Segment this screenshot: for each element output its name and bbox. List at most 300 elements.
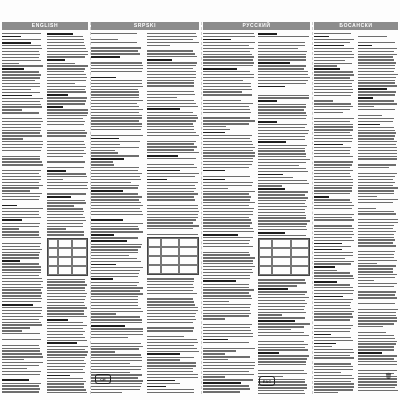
- text-line: [147, 222, 193, 223]
- text-line: [47, 48, 87, 49]
- text-line: [2, 68, 24, 70]
- text-line: [47, 193, 87, 194]
- text-line: [314, 243, 342, 245]
- text-line: [2, 266, 41, 267]
- text-line: [147, 155, 179, 157]
- text-line: [358, 150, 398, 151]
- text-line: [91, 138, 119, 140]
- text-line: [147, 225, 199, 226]
- text-line: [47, 91, 86, 92]
- text-line: [2, 33, 41, 34]
- text-line: [258, 235, 306, 236]
- text-line: [314, 83, 352, 84]
- text-column: [358, 33, 399, 394]
- text-line: [314, 124, 353, 125]
- text-line: [358, 74, 398, 75]
- text-line: [147, 357, 195, 358]
- text-line: [314, 196, 329, 198]
- text-line: [258, 370, 304, 371]
- text-line: [47, 74, 87, 75]
- text-line: [91, 299, 138, 300]
- text-line: [2, 199, 39, 200]
- text-line: [47, 138, 89, 139]
- text-line: [203, 272, 253, 273]
- text-line: [314, 199, 350, 200]
- text-line: [47, 226, 84, 227]
- text-line: [358, 42, 396, 43]
- text-line: [2, 322, 41, 323]
- text-line: [91, 214, 143, 215]
- text-line: [47, 33, 74, 35]
- table-cell: [161, 247, 180, 256]
- text-line: [2, 36, 21, 38]
- text-line: [47, 196, 72, 198]
- text-line: [2, 385, 39, 386]
- text-line: [91, 109, 143, 110]
- text-line: [47, 150, 85, 151]
- text-line: [91, 123, 142, 124]
- text-line: [258, 97, 309, 98]
- text-column: [2, 33, 44, 394]
- text-line: [358, 62, 397, 63]
- text-line: [314, 219, 354, 220]
- text-line: [47, 59, 65, 61]
- text-line: [147, 377, 198, 378]
- text-line: [358, 130, 395, 131]
- text-line: [203, 94, 252, 95]
- text-line: [2, 156, 40, 157]
- text-line: [203, 275, 250, 276]
- text-line: [2, 249, 42, 250]
- text-line: [147, 278, 194, 279]
- text-line: [314, 392, 338, 393]
- text-line: [258, 300, 305, 301]
- text-line: [358, 294, 395, 295]
- text-line: [258, 197, 308, 198]
- text-line: [203, 144, 253, 145]
- text-line: [91, 39, 118, 40]
- text-line: [91, 71, 142, 72]
- section-body: [203, 33, 310, 394]
- text-line: [314, 275, 353, 276]
- text-line: [314, 95, 351, 96]
- text-line: [314, 33, 351, 34]
- text-line: [2, 368, 27, 369]
- text-line: [2, 141, 43, 142]
- text-line: [147, 219, 196, 220]
- text-line: [258, 309, 304, 310]
- text-line: [2, 292, 42, 293]
- text-line: [314, 337, 351, 338]
- text-line: [314, 89, 353, 90]
- text-line: [203, 330, 251, 331]
- text-line: [2, 83, 40, 84]
- text-line: [47, 153, 87, 154]
- text-line: [203, 292, 249, 293]
- text-line: [203, 205, 249, 206]
- text-line: [258, 80, 308, 81]
- text-line: [358, 234, 394, 235]
- text-line: [258, 183, 309, 184]
- text-line: [203, 91, 242, 92]
- text-line: [91, 226, 138, 227]
- text-line: [91, 282, 139, 283]
- text-line: [147, 389, 195, 390]
- table-cell: [72, 266, 87, 275]
- text-line: [358, 82, 395, 83]
- text-line: [314, 141, 352, 142]
- text-line: [358, 315, 396, 316]
- text-line: [2, 54, 40, 55]
- text-line: [258, 288, 288, 290]
- text-line: [2, 95, 32, 97]
- text-line: [314, 231, 353, 232]
- text-line: [47, 63, 76, 64]
- text-line: [147, 146, 197, 147]
- text-line: [2, 319, 39, 320]
- text-line: [91, 328, 143, 329]
- text-line: [47, 325, 87, 326]
- text-line: [258, 338, 310, 339]
- text-line: [258, 148, 305, 149]
- text-line: [147, 185, 196, 186]
- text-line: [358, 161, 399, 162]
- text-line: [358, 352, 382, 354]
- text-line: [358, 225, 395, 226]
- text-line: [47, 191, 89, 192]
- text-line: [314, 129, 353, 130]
- text-line: [314, 331, 350, 332]
- text-line: [91, 202, 141, 203]
- text-line: [314, 372, 341, 373]
- text-line: [47, 158, 89, 159]
- text-line: [314, 349, 353, 350]
- text-line: [358, 329, 399, 330]
- text-line: [147, 56, 198, 57]
- text-line: [2, 170, 41, 171]
- text-line: [203, 301, 229, 302]
- section-russian: [203, 22, 310, 394]
- text-line: [91, 293, 143, 294]
- text-line: [258, 62, 290, 64]
- text-line: [91, 193, 138, 194]
- text-line: [258, 335, 309, 336]
- text-line: [258, 226, 306, 227]
- text-line: [91, 319, 142, 320]
- text-line: [203, 345, 255, 346]
- text-line: [47, 97, 87, 98]
- text-line: [314, 176, 351, 177]
- text-line: [147, 313, 197, 314]
- text-line: [203, 123, 249, 124]
- text-line: [147, 80, 195, 81]
- spec-table: [47, 238, 89, 276]
- text-line: [358, 68, 396, 69]
- text-line: [147, 211, 199, 212]
- text-line: [2, 158, 40, 159]
- text-line: [91, 158, 124, 160]
- text-line: [358, 346, 394, 347]
- text-line: [258, 141, 286, 143]
- text-line: [2, 190, 30, 191]
- text-line: [358, 112, 399, 113]
- text-line: [358, 54, 397, 55]
- text-line: [91, 267, 143, 268]
- text-line: [91, 217, 144, 218]
- text-line: [258, 150, 305, 151]
- text-line: [91, 372, 130, 373]
- text-line: [314, 369, 353, 370]
- text-line: [91, 97, 139, 98]
- text-line: [203, 280, 236, 282]
- text-line: [358, 158, 397, 159]
- text-line: [203, 246, 253, 247]
- text-line: [314, 290, 354, 291]
- text-line: [358, 100, 395, 101]
- text-line: [203, 278, 250, 279]
- text-line: [203, 237, 253, 238]
- text-line: [147, 348, 198, 349]
- text-line: [203, 388, 250, 389]
- text-line: [91, 86, 143, 87]
- text-line: [147, 170, 181, 172]
- text-line: [314, 173, 350, 174]
- text-line: [2, 240, 44, 241]
- text-line: [258, 104, 306, 105]
- text-line: [203, 231, 254, 232]
- text-line: [258, 352, 279, 354]
- text-line: [2, 359, 24, 360]
- text-line: [258, 323, 310, 324]
- text-line: [314, 211, 355, 212]
- text-line: [203, 33, 254, 34]
- text-line: [2, 362, 43, 363]
- text-line: [91, 290, 140, 291]
- text-line: [358, 127, 394, 128]
- text-line: [91, 45, 144, 46]
- text-line: [203, 103, 253, 104]
- text-line: [91, 170, 138, 171]
- section-body: [2, 33, 88, 394]
- text-line: [358, 39, 399, 40]
- text-line: [258, 118, 306, 119]
- table-cell: [179, 265, 198, 274]
- text-line: [91, 196, 142, 197]
- text-line: [2, 196, 40, 197]
- text-line: [358, 254, 395, 255]
- text-line: [47, 164, 89, 165]
- text-line: [314, 355, 350, 356]
- text-line: [203, 173, 255, 174]
- text-line: [358, 260, 398, 261]
- text-line: [358, 176, 396, 177]
- eac-mark: EAC: [259, 376, 275, 386]
- text-line: [314, 167, 350, 168]
- text-line: [91, 33, 137, 34]
- text-line: [91, 182, 131, 183]
- text-line: [147, 36, 198, 37]
- text-line: [91, 264, 116, 266]
- text-line: [258, 229, 307, 230]
- text-line: [47, 147, 86, 148]
- text-line: [358, 309, 398, 310]
- text-column: [91, 33, 144, 394]
- text-line: [314, 270, 337, 271]
- text-line: [91, 53, 140, 54]
- text-line: [203, 83, 251, 84]
- text-line: [47, 42, 85, 43]
- text-line: [314, 132, 350, 133]
- text-column: [314, 33, 355, 394]
- text-line: [147, 120, 196, 121]
- text-line: [203, 36, 255, 37]
- text-line: [91, 135, 143, 136]
- text-line: [203, 313, 251, 314]
- text-column: [203, 33, 255, 394]
- text-line: [258, 124, 307, 125]
- text-line: [47, 375, 70, 377]
- text-line: [2, 313, 41, 314]
- text-line: [258, 220, 310, 221]
- text-line: [47, 51, 88, 52]
- text-line: [314, 386, 354, 387]
- text-line: [258, 100, 277, 102]
- text-line: [203, 214, 253, 215]
- text-line: [358, 213, 397, 214]
- text-line: [47, 223, 84, 224]
- text-line: [47, 386, 85, 387]
- text-line: [358, 271, 394, 272]
- text-line: [258, 136, 305, 137]
- text-line: [2, 92, 40, 93]
- table-cell: [58, 257, 73, 266]
- text-line: [2, 167, 44, 168]
- text-line: [203, 158, 253, 159]
- table-cell: [291, 248, 309, 257]
- text-line: [258, 127, 305, 128]
- text-line: [2, 257, 39, 258]
- text-column: [147, 33, 200, 394]
- text-line: [47, 340, 87, 341]
- text-line: [91, 285, 137, 286]
- text-line: [203, 324, 252, 325]
- text-line: [47, 328, 84, 329]
- text-line: [147, 45, 171, 46]
- text-line: [314, 80, 354, 81]
- text-line: [314, 103, 351, 104]
- text-line: [47, 115, 88, 116]
- text-line: [314, 308, 351, 309]
- text-line: [203, 208, 254, 209]
- text-line: [2, 223, 40, 224]
- text-line: [147, 152, 199, 153]
- text-line: [314, 190, 352, 191]
- text-line: [258, 45, 305, 46]
- text-line: [258, 349, 308, 350]
- text-line: [91, 363, 130, 364]
- fold-line: [312, 22, 313, 394]
- text-line: [2, 316, 43, 317]
- text-line: [91, 287, 143, 288]
- text-line: [258, 168, 306, 169]
- section-body: [314, 33, 398, 394]
- text-line: [203, 191, 255, 192]
- text-line: [2, 208, 43, 209]
- text-line: [91, 389, 140, 390]
- text-line: [358, 141, 398, 142]
- text-line: [203, 89, 252, 90]
- section-bosanski: [314, 22, 398, 394]
- text-line: [314, 39, 354, 40]
- text-line: [2, 98, 43, 99]
- fold-line: [201, 22, 202, 394]
- text-line: [258, 215, 306, 216]
- text-line: [91, 83, 142, 84]
- text-line: [358, 338, 395, 339]
- text-line: [91, 106, 139, 107]
- text-line: [203, 193, 249, 194]
- text-line: [203, 170, 225, 172]
- text-line: [91, 231, 143, 232]
- text-line: [314, 158, 355, 159]
- text-line: [147, 327, 195, 328]
- text-line: [91, 308, 141, 309]
- text-line: [91, 176, 140, 177]
- text-line: [2, 135, 42, 136]
- text-line: [147, 158, 197, 159]
- text-line: [2, 348, 40, 349]
- text-line: [147, 353, 181, 355]
- text-line: [91, 343, 141, 344]
- text-line: [47, 94, 68, 96]
- text-line: [47, 217, 86, 218]
- text-line: [358, 291, 397, 292]
- text-line: [91, 141, 140, 142]
- text-line: [91, 36, 144, 37]
- text-line: [358, 268, 394, 269]
- text-line: [2, 86, 40, 87]
- text-line: [47, 103, 85, 104]
- text-line: [258, 83, 306, 84]
- text-line: [47, 287, 85, 288]
- text-line: [147, 129, 194, 130]
- text-line: [47, 156, 84, 157]
- text-line: [47, 36, 84, 37]
- text-line: [203, 141, 252, 142]
- text-line: [91, 65, 143, 66]
- text-line: [358, 349, 395, 350]
- text-line: [314, 161, 353, 162]
- text-line: [47, 290, 86, 291]
- text-line: [2, 365, 39, 366]
- text-line: [358, 170, 399, 171]
- text-line: [203, 289, 254, 290]
- text-line: [314, 352, 354, 353]
- text-line: [47, 188, 88, 189]
- text-line: [358, 332, 387, 333]
- text-line: [314, 343, 336, 345]
- text-line: [258, 133, 308, 134]
- text-line: [2, 153, 44, 154]
- text-line: [91, 261, 141, 262]
- text-line: [314, 193, 350, 194]
- text-line: [91, 296, 138, 297]
- text-line: [258, 109, 304, 110]
- table-cell: [291, 266, 309, 275]
- text-line: [47, 366, 85, 367]
- text-line: [147, 47, 200, 48]
- text-line: [91, 132, 144, 133]
